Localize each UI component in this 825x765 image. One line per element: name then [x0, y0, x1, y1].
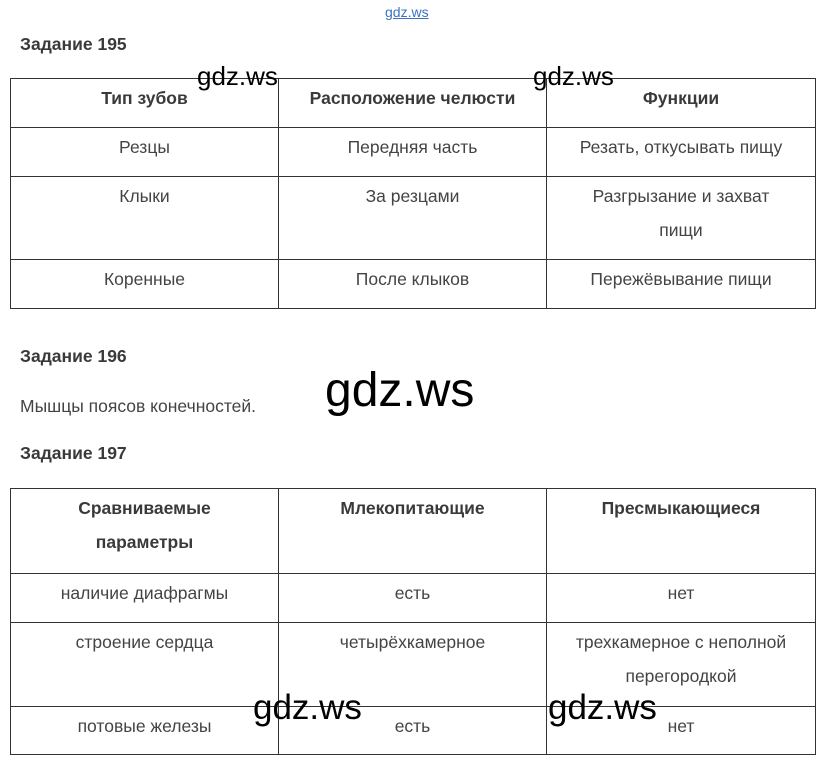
task-197-heading: Задание 197: [20, 443, 127, 463]
table-row: [11, 260, 816, 309]
header-cell: Сравниваемые параметры: [11, 489, 279, 574]
table-cell: Пережёвывание пищи: [547, 260, 816, 309]
table-row: [11, 707, 816, 755]
task-196-answer: Мышцы поясов конечностей.: [20, 396, 257, 416]
table-cell: Разгрызание и захват пищи: [547, 177, 816, 260]
table-cell: Клыки: [11, 177, 279, 260]
task-195-heading: Задание 195: [20, 34, 127, 54]
table-cell: трехкамерное с неполной перегородкой: [547, 623, 816, 707]
table-cell: За резцами: [279, 177, 547, 260]
table-row: [11, 574, 816, 623]
watermark-text: gdz.ws: [533, 61, 614, 91]
table-row: [11, 177, 816, 260]
header-cell: Тип зубов: [11, 79, 279, 128]
table-header-row: [11, 489, 816, 574]
table-cell: потовые железы: [11, 707, 279, 755]
watermark-text-large: gdz.ws: [325, 364, 475, 417]
table-cell: Резать, откусывать пищу: [547, 128, 816, 177]
teeth-table: [10, 78, 816, 309]
table-cell: строение сердца: [11, 623, 279, 707]
table-cell: После клыков: [279, 260, 547, 309]
table-header-row: [11, 79, 816, 128]
comparison-table: [10, 488, 816, 755]
table-cell: Резцы: [11, 128, 279, 177]
header-cell: Расположение челюсти: [279, 79, 547, 128]
header-cell: Функции: [547, 79, 816, 128]
table-cell: Передняя часть: [279, 128, 547, 177]
table-cell: нет: [547, 574, 816, 623]
table-row: [11, 128, 816, 177]
table-cell: четырёхкамерное: [279, 623, 547, 707]
header-cell: Млекопитающие: [279, 489, 547, 574]
table-cell: есть: [279, 574, 547, 623]
watermark-link-top[interactable]: gdz.ws: [385, 4, 429, 20]
watermark-text: gdz.ws: [197, 61, 278, 91]
table-cell: нет: [547, 707, 816, 755]
task-196-heading: Задание 196: [20, 346, 127, 366]
table-cell: наличие диафрагмы: [11, 574, 279, 623]
table-cell: Коренные: [11, 260, 279, 309]
header-cell: Пресмыкающиеся: [547, 489, 816, 574]
table-cell: есть: [279, 707, 547, 755]
watermark-text: gdz.ws: [253, 688, 362, 727]
table-row: [11, 623, 816, 707]
watermark-text: gdz.ws: [548, 688, 657, 727]
